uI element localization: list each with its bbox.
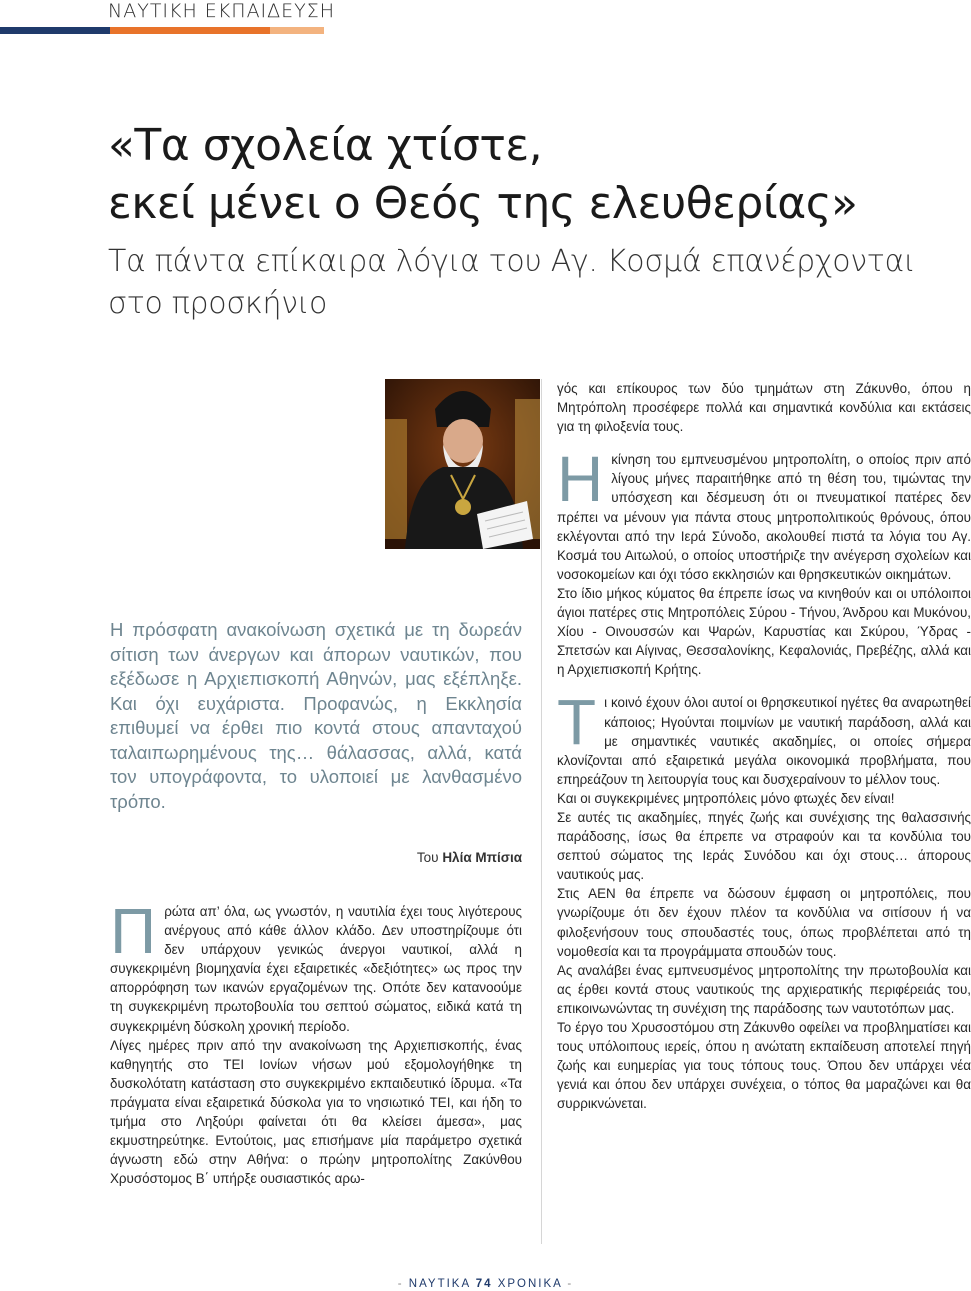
pull-quote: Η πρόσφατη ανακοίνωση σχετικά με τη δωρεάν σίτιση των άνεργων και άπορων ναυτικών, που εξέδωσε η Αρχιεπισκοπή Αθηνών, μας εξέπληξε. Και όχι ευχάριστα. Προφανώς, η Εκκλησία επιθυμεί να έρθει πιο κοντά στους απανταχού ταλαιπωρημένους της… θάλασσας, αλλά, κατά τον υπογράφοντα, το υλοποιεί με λανθασμένο τρόπο. <box>110 619 522 812</box>
drop-cap: Τ <box>557 686 597 759</box>
paragraph: Το έργο του Χρυσοστόμου στη Ζάκυνθο οφείλει να προβληματίσει και τους υπόλοιπους ιερείς, όπου η ανώτατη εκπαίδευση αποτελεί πηγή ζωής και ευημερίας για τους τόπους τους. Όπου δεν υπάρχει νέα γενιά και όπου δεν υπάρχει συνέχεια, ο τόπος θα μαραζώνει και θα συρρικνώνεται. <box>557 1020 971 1112</box>
title-line-2: εκεί μένει ο Θεός της ελευθερίας» <box>108 178 858 229</box>
page-footer <box>0 1278 971 1290</box>
paragraph: Στις ΑΕΝ θα έπρεπε να δώσουν έμφαση οι μητροπόλεις, που γνωρίζουμε ότι δεν έχουν πλέον τα κονδύλια να σιτίσουν ή να φιλοξενήσουν τους σπουδαστές τους, όπως προβλέπεται από τη νομοθεσία και τα προγράμματα σπουδών τους. <box>557 886 971 959</box>
drop-cap: Η <box>557 443 604 516</box>
header-bar-light-orange <box>270 27 324 34</box>
paragraph: Σε αυτές τις ακαδημίες, πηγές ζωής και συνέχισης της θαλασσινής παράδοσης, ίσως θα έπρεπε να στραφούν και τα κονδύλια του σεπτού σώματος της Ιεράς Συνόδου και όχι στους… άπορους ναυτικούς μας. <box>557 809 971 883</box>
title-line-1: «Τα σχολεία χτίστε, <box>108 120 543 171</box>
paragraph: Λίγες ημέρες πριν από την ανακοίνωση της Αρχιεπισκοπής, ένας καθηγητής στο ΤΕΙ Ιονίων νήσων μού εξομολογήθηκε τη δυσκολότατη κατάσταση στο συγκεκριμένο εκπαιδευτικό ίδρυμα. «Τα πράγματα είναι εξαιρετικά δύσκολα για το νησιωτικό ΤΕΙ, και ήδη το τμήμα στο Ληξούρι φαίνεται ότι θα κλείσει άμεσα», μας εκμυστηρεύτηκε. Εντούτοις, μας επισήμανε μία παράμετρο σχετικά άγνωστη εδώ στην Αθήνα: ο πρώην μητροπολίτης Ζακύνθου Χρυσόστομος Β΄ υπήρξε ουσιαστικός αρω- <box>110 1037 522 1187</box>
column-divider <box>541 379 542 1244</box>
header-bar-orange <box>110 27 270 34</box>
paragraph: ρώτα απ’ όλα, ως γνωστόν, η ναυτιλία έχει τους λιγότερους ανέργους από κάθε άλλον κλάδο. Δεν υποστηρίζουμε ότι δεν υπάρχουν γενικώς άνεργοι ναυτικοί, αλλά η συγκεκριμένη βιομηχανία έχει εξαιρετικές «δεξιότητες» ως προς την απορρόφηση των ικανών εργαζομένων της. Οπότε δεν κατανοούμε τη συγκεκριμένη πρωτοβουλία του σεπτού σώματος, ειδικά κατά τη συγκεκριμένη δύσκολη χρονική περίοδο. <box>110 904 522 1034</box>
paragraph: Και οι συγκεκριμένες μητροπόλεις μόνο φτωχές δεν είναι! <box>557 790 895 806</box>
footer-magazine-name: ΧΡΟΝΙΚΑ <box>497 1278 563 1290</box>
header-bar-blue <box>0 27 110 34</box>
priest-photo-image <box>385 379 540 549</box>
article-column-1 <box>110 895 522 1188</box>
footer-dash: - <box>397 1278 404 1290</box>
article-column-2 <box>557 379 971 1113</box>
subtitle-line-1: Τα πάντα επίκαιρα λόγια του Αγ. Κοσμά επανέρχονται <box>108 244 916 279</box>
paragraph: Ας αναλάβει ένας εμπνευσμένος μητροπολίτης την πρωτοβουλία και ας έρθει κοντά στους ναυτικούς της αρχιερατικής περιφέρειάς του, επικοινωνώντας τη συνέχιση της παράδοσης των ναυτοτόπων μας. <box>557 962 971 1016</box>
byline-prefix: Του <box>416 850 439 865</box>
paragraph: ι κοινό έχουν όλοι αυτοί οι θρησκευτικοί ηγέτες θα αναρωτηθεί κάποιος; Ηγούνται ποιμνίων με ναυτική παράδοση, αλλά και με σημαντικές ναυτικές ακαδημίες, οι οποίες σήμερα κλονίζονται από εξαιρετικά μεγάλα οικονομικά προβλήματα, που επηρεάζουν τη λειτουργία τους και δυσχεραίνουν το μέλλον τους. <box>557 695 971 787</box>
page-number: 74 <box>475 1278 493 1290</box>
drop-cap: Π <box>110 895 157 967</box>
section-label: ΝΑΥΤΙΚΗ ΕΚΠΑΙΔΕΥΣΗ <box>108 0 336 22</box>
subtitle-line-2: στο προσκήνιο <box>108 286 328 321</box>
article-title <box>108 117 938 233</box>
paragraph: Στο ίδιο μήκος κύματος θα έπρεπε ίσως να κινηθούν και οι υπόλοιποι άγιοι πατέρες στις Μητροπόλεις Σύρου - Τήνου, Άνδρου και Μυκόνου, Χίου - Οινουσσών και Ψαρών, Καρυστίας και Σκύρου, Ύδρας - Σπετσών και Αίγινας, Θεσσαλονίκης, Κεφαλονιάς, Πρεβέζης, αλλά και η Αρχιεπισκοπή Κρήτης. <box>557 585 971 678</box>
byline-author: Ηλία Μπίσια <box>442 850 522 865</box>
footer-dash: - <box>567 1278 574 1290</box>
priest-photo <box>385 379 540 549</box>
article-subtitle <box>108 241 938 325</box>
footer-magazine-name: ΝΑΥΤΙΚΑ <box>408 1278 471 1290</box>
paragraph: γός και επίκουρος των δύο τμημάτων στη Ζάκυνθο, όπου η Μητρόπολη προσέφερε πολλά και σημαντικά κονδύλια και εκτάσεις για τη φιλοξενία τους. <box>557 381 971 435</box>
byline <box>110 850 522 865</box>
paragraph: κίνηση του εμπνευσμένου μητροπολίτη, ο οποίος πριν από λίγους μήνες παραιτήθηκε από τη θέση του, τιμώντας την υπόσχεση και δέσμευση ότι οι πνευματικοί πατέρες δεν πρέπει να μένουν για πάντα στους μητροπολιτικούς θρόνους, όπου εκλέγονται από την Ιερά Σύνοδο, ακολουθεί πιστά τα λόγια του Αγ. Κοσμά του Αιτωλού, ο οποίος υποστήριζε την ανέγερση σχολείων και νοσοκομείων και όχι τόσο εκκλησιών και θρησκευτικών οικημάτων. <box>557 452 971 582</box>
